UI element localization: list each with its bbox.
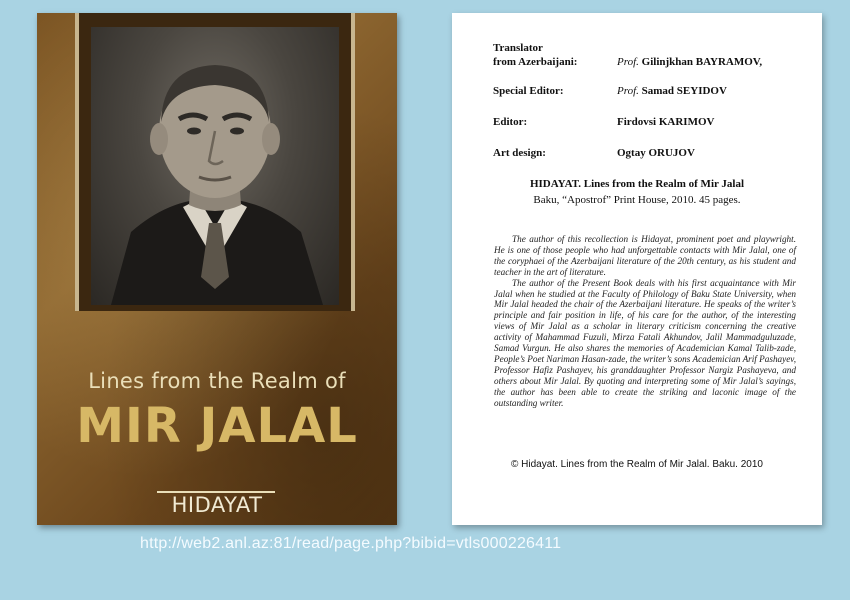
credit-name: Ogtay ORUJOV [617, 147, 695, 159]
credit-label-art-design: Art design: [493, 147, 546, 159]
credit-label-special-editor: Special Editor: [493, 85, 564, 97]
credit-label-editor: Editor: [493, 116, 528, 128]
cover-title-line2: MIR JALAL [76, 398, 358, 454]
author-portrait [91, 27, 339, 305]
book-abstract [494, 234, 796, 409]
credit-value-translator [617, 55, 762, 69]
credit-name: Firdovsi KARIMOV [617, 116, 715, 128]
bibliographic-title: HIDAYAT. Lines from the Realm of Mir Jalal [529, 178, 745, 190]
credit-title: Prof. [617, 56, 639, 68]
credit-name: Samad SEYIDOV [641, 85, 727, 97]
abstract-paragraph: The author of this recollection is Hidayat, prominent poet and playwright. He is one of those people who had unforgettable contacts with Mir Jalal, one of the coryphaei of the Azerbaijani literature of the 20th century, as his student and teacher in the art of literature. [494, 234, 796, 277]
cover-author: HIDAYAT [171, 493, 263, 517]
credit-value-art-design [617, 146, 695, 160]
bibliographic-publisher: Baku, “Apostrof” Print House, 2010. 45 pages. [533, 194, 741, 206]
credit-name: Gilinjkhan BAYRAMOV, [641, 56, 763, 68]
credit-title: Prof. [617, 85, 639, 97]
credit-value-special-editor [617, 84, 727, 98]
book-info-page [452, 13, 822, 525]
book-cover [37, 13, 397, 525]
portrait-illustration [91, 27, 339, 305]
copyright-line: © Hidayat. Lines from the Realm of Mir Jalal. Baku. 2010 [511, 459, 763, 470]
credit-label-translator: Translator from Azerbaijani: [493, 42, 578, 68]
abstract-paragraph: The author of the Present Book deals with his first acquaintance with Mir Jalal when he studied at the Faculty of Philology of Baku State University, when Mir Jalal headed the chair of the Azerbaijani literature. He speaks of the writer’s principle and fair position in life, of his care for the author, of the interesting views of Mir Jalal as a scholar in literary criticism concerning the creative activity of Mahammad Fuzuli, Mirza Fatali Akhundov, Jalil Mammadguluzade, Samad Vurgun. He also shares the memories of Academician Kamal Talib-zade, People’s Poet Nariman Hasan-zade, the writer’s sons Academician Arif Pashayev, Professor Hafiz Pashayev, his granddaughter Professor Nargiz Pashayeva, and others about Mir Jalal. By quoting and interpreting some of Mir Jalal’s sayings, the author has been able to create the striking and laconic image of the outstanding writer. [494, 277, 796, 408]
cover-title-line1: Lines from the Realm of [88, 369, 346, 393]
credit-value-editor [617, 115, 714, 129]
portrait-frame [75, 13, 355, 311]
source-url-caption: http://web2.anl.az:81/read/page.php?bibid=vtls000226411 [140, 535, 562, 552]
